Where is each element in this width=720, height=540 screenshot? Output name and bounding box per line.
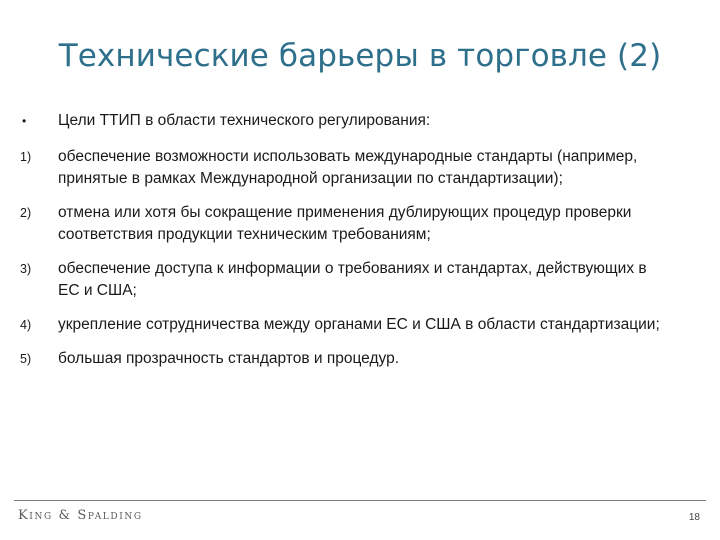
list-item-text: большая прозрачность стандартов и процедур. xyxy=(58,350,399,367)
list-item xyxy=(20,146,700,190)
list-item xyxy=(20,258,700,302)
slide-content xyxy=(20,110,700,382)
list-item-text: отмена или хотя бы сокращение применения дублирующих процедур проверки соответствия продукции техническим требованиям; xyxy=(58,204,632,243)
bullet-dot: • xyxy=(22,114,27,128)
intro-bullet-line xyxy=(20,110,700,132)
slide-title: Технические барьеры в торговле (2) xyxy=(58,38,662,74)
company-logo: King & Spalding xyxy=(18,508,143,523)
footer-divider xyxy=(14,500,706,501)
list-item-text: обеспечение возможности использовать международные стандарты (например, принятые в рамках Международной организации по стандартизации); xyxy=(58,148,638,187)
list-item-text: обеспечение доступа к информации о требованиях и стандартах, действующих в ЕС и США; xyxy=(58,260,647,299)
list-item-number: 4) xyxy=(20,318,32,332)
list-item-number: 2) xyxy=(20,206,32,220)
list-item xyxy=(20,314,700,336)
intro-text: Цели ТТИП в области технического регулирования: xyxy=(58,112,431,129)
page-number: 18 xyxy=(688,512,700,523)
list-item xyxy=(20,348,700,370)
list-item-number: 5) xyxy=(20,352,32,366)
list-item-text: укрепление сотрудничества между органами ЕС и США в области стандартизации; xyxy=(58,316,660,333)
list-item-number: 1) xyxy=(20,150,32,164)
list-item-number: 3) xyxy=(20,262,32,276)
list-item xyxy=(20,202,700,246)
